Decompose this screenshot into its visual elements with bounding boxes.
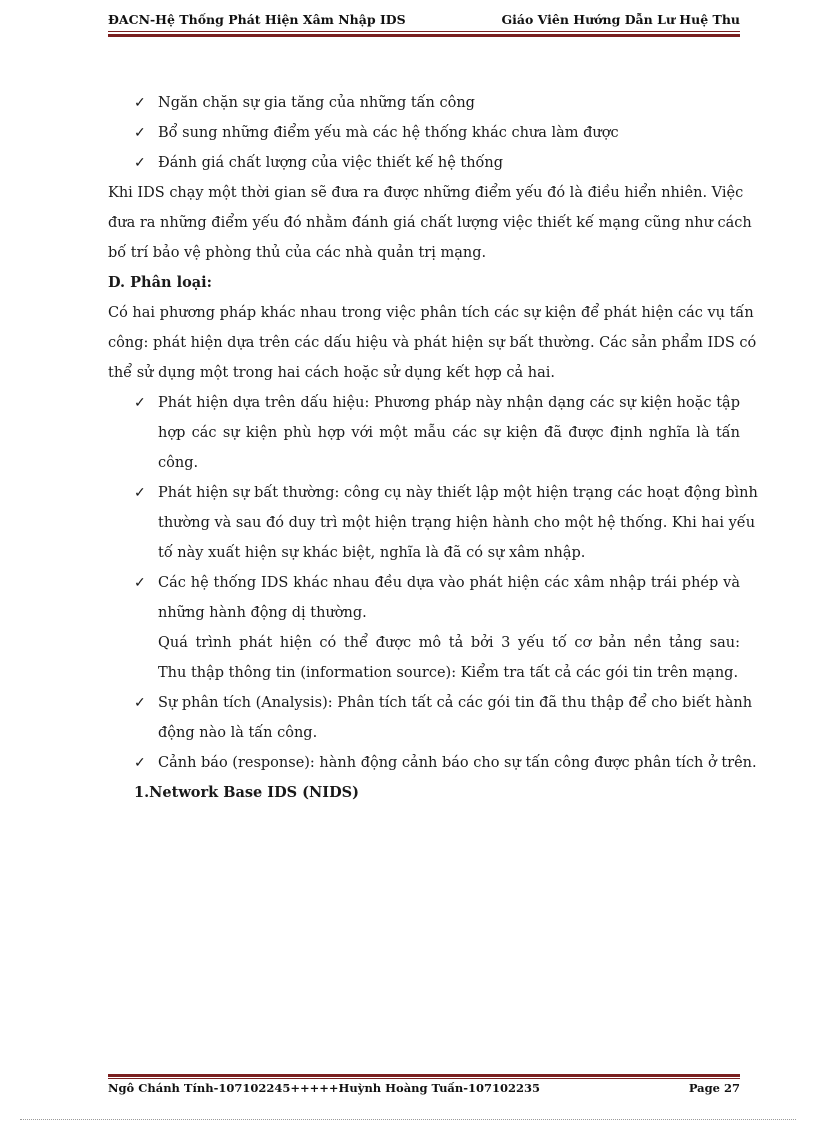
header-rule-thin	[108, 31, 740, 32]
paragraph-line: Có hai phương pháp khác nhau trong việc phân tích các sự kiện để phát hiện các vụ tấn	[108, 305, 754, 321]
bullet-line: động nào là tấn công.	[158, 725, 318, 741]
checkmark-icon: ✓	[134, 95, 146, 111]
bullet-line: Phát hiện dựa trên dấu hiệu: Phương pháp này nhận dạng các sự kiện hoặc tập	[158, 395, 740, 411]
paragraph-line: Khi IDS chạy một thời gian sẽ đưa ra được những điểm yếu đó là điều hiển nhiên. Việc	[108, 185, 744, 201]
page-number: Page 27	[688, 1081, 740, 1095]
checkmark-icon: ✓	[134, 155, 146, 171]
footer-rule-thick	[108, 1074, 740, 1077]
bullet-line: những hành động dị thường.	[158, 605, 367, 621]
bullet-line: Các hệ thống IDS khác nhau đều dựa vào phát hiện các xâm nhập trái phép và	[158, 575, 740, 591]
bullet-line: Quá trình phát hiện có thể được mô tả bởi 3 yếu tố cơ bản nền tảng sau:	[158, 635, 740, 651]
checkmark-icon: ✓	[134, 575, 146, 591]
paragraph-line: thể sử dụng một trong hai cách hoặc sử dụng kết hợp cả hai.	[108, 365, 556, 381]
header-title: ĐACN-Hệ Thống Phát Hiện Xâm Nhập IDS	[108, 12, 406, 27]
bullet-line: thường và sau đó duy trì một hiện trạng hiện hành cho một hệ thống. Khi hai yếu	[158, 515, 756, 531]
bullet-item: Đánh giá chất lượng của việc thiết kế hệ thống	[158, 155, 504, 171]
footer-authors: Ngô Chánh Tính-107102245+++++Huỳnh Hoàng Tuấn-107102235	[108, 1081, 541, 1095]
section-heading: D. Phân loại:	[108, 274, 213, 291]
page-footer	[108, 1081, 740, 1099]
subsection-heading: 1.Network Base IDS (NIDS)	[134, 784, 359, 801]
checkmark-icon: ✓	[134, 395, 146, 411]
bullet-line: công.	[158, 455, 199, 471]
bullet-line: Cảnh báo (response): hành động cảnh báo cho sự tấn công được phân tích ở trên.	[158, 755, 757, 771]
checkmark-icon: ✓	[134, 485, 146, 501]
bullet-line: Phát hiện sự bất thường: công cụ này thiết lập một hiện trạng các hoạt động bình	[158, 485, 758, 501]
paragraph-line: bố trí bảo vệ phòng thủ của các nhà quản trị mạng.	[108, 245, 487, 261]
paragraph-line: công: phát hiện dựa trên các dấu hiệu và phát hiện sự bất thường. Các sản phẩm IDS có	[108, 335, 757, 351]
bullet-item: Bổ sung những điểm yếu mà các hệ thống khác chưa làm được	[158, 125, 619, 141]
paragraph-line: đưa ra những điểm yếu đó nhằm đánh giá chất lượng việc thiết kế mạng cũng như cách	[108, 215, 752, 231]
footer-rule-thin	[108, 1078, 740, 1079]
checkmark-icon: ✓	[134, 755, 146, 771]
bullet-item: Ngăn chặn sự gia tăng của những tấn công	[158, 95, 475, 111]
header-instructor: Giáo Viên Hướng Dẫn Lư Huệ Thu	[501, 12, 740, 27]
checkmark-icon: ✓	[134, 695, 146, 711]
bullet-line: hợp các sự kiện phù hợp với một mẫu các sự kiện đã được định nghĩa là tấn	[158, 425, 740, 441]
bullet-line: Sự phân tích (Analysis): Phân tích tất cả các gói tin đã thu thập để cho biết hành	[158, 695, 753, 711]
bullet-line: tố này xuất hiện sự khác biệt, nghĩa là đã có sự xâm nhập.	[158, 545, 586, 561]
page-header	[108, 10, 740, 32]
header-rule-thick	[108, 34, 740, 37]
page-boundary-dotted	[20, 1119, 796, 1120]
bullet-line: Thu thập thông tin (information source): Kiểm tra tất cả các gói tin trên mạng.	[158, 665, 739, 681]
checkmark-icon: ✓	[134, 125, 146, 141]
